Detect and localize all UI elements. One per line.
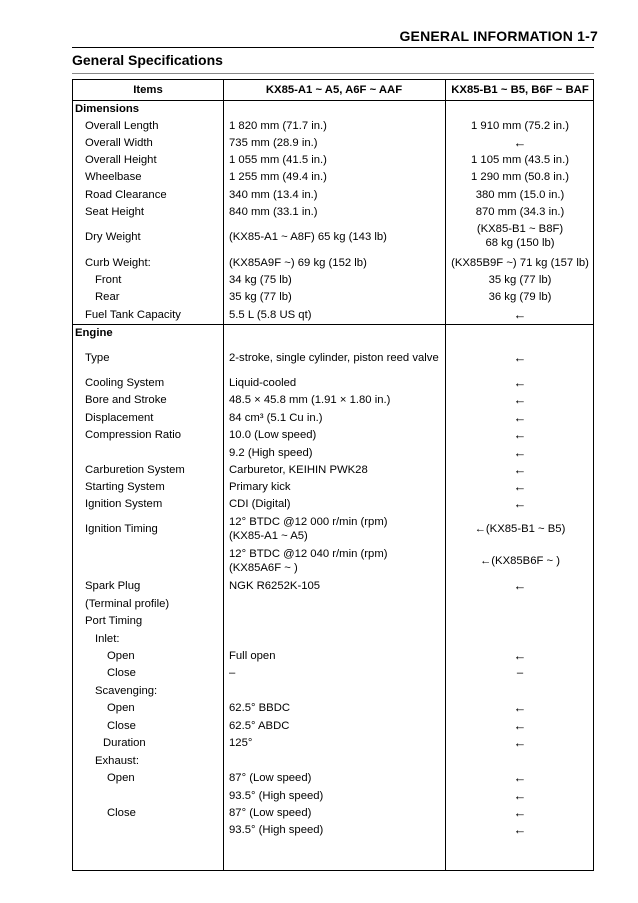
value-model-b: –	[516, 667, 524, 679]
item-label: Open	[107, 650, 135, 662]
value-model-b: (KX85-B1 ~ B8F) 68 kg (150 lb)	[476, 223, 564, 249]
value-model-b: ←(KX85-B1 ~ B5)	[474, 523, 566, 535]
item-label: Curb Weight:	[85, 257, 151, 269]
page-header: GENERAL INFORMATION 1-7	[399, 28, 598, 44]
value-model-a: 48.5 × 45.8 mm (1.91 × 1.80 in.)	[229, 394, 391, 406]
item-label: Inlet:	[95, 632, 120, 645]
item-label: Cooling System	[85, 377, 165, 389]
value-model-a	[229, 100, 447, 118]
table-row	[73, 461, 593, 479]
value-model-b: ←	[513, 445, 527, 460]
value-model-a: 35 kg (77 lb)	[229, 290, 292, 303]
table-row	[73, 391, 593, 409]
item-label	[73, 545, 223, 577]
value-model-b: 1 910 mm (75.2 in.)	[471, 120, 569, 132]
value-model-b: ←	[513, 350, 527, 365]
value-model-b: ←	[513, 135, 527, 150]
item-label: Open	[107, 702, 135, 714]
item-label: Overall Width	[85, 137, 153, 149]
value-model-a	[229, 752, 447, 769]
table-row	[73, 220, 593, 254]
value-model-b: ←	[513, 307, 527, 322]
table-row	[73, 444, 593, 462]
table-row	[73, 306, 593, 324]
item-label: Front	[95, 273, 122, 286]
value-model-a: 62.5° BBDC	[229, 702, 291, 714]
table-row	[73, 545, 593, 577]
value-model-a	[229, 682, 447, 699]
value-model-a: 840 mm (33.1 in.)	[229, 206, 318, 218]
section-rule	[72, 73, 594, 74]
value-model-a	[229, 612, 447, 630]
item-label: (Terminal profile)	[85, 597, 170, 610]
value-model-a: 2-stroke, single cylinder, piston reed valve	[229, 352, 439, 364]
table-row	[73, 478, 593, 496]
item-label: Exhaust:	[95, 754, 139, 767]
table-row	[73, 374, 593, 392]
table-row	[73, 168, 593, 186]
item-label: Bore and Stroke	[85, 394, 167, 406]
value-model-b: ←	[513, 787, 527, 803]
value-model-a: 1 055 mm (41.5 in.)	[229, 154, 327, 166]
table-row	[73, 341, 593, 375]
item-label: Dry Weight	[85, 231, 141, 243]
table-row	[73, 612, 593, 630]
value-model-a: 34 kg (75 lb)	[229, 273, 292, 286]
value-model-a: 10.0 (Low speed)	[229, 429, 317, 441]
value-model-b: 870 mm (34.3 in.)	[475, 206, 565, 218]
table-row	[73, 409, 593, 427]
table-row	[73, 647, 593, 665]
table-row	[73, 734, 593, 751]
value-model-b	[445, 100, 595, 118]
table-group-row	[73, 100, 593, 118]
value-model-a: 12° BTDC @12 000 r/min (rpm) (KX85-A1 ~ A5)	[229, 516, 388, 542]
value-model-a: –	[229, 667, 236, 679]
value-model-a: 125°	[229, 736, 253, 749]
item-label	[73, 444, 223, 462]
table-row	[73, 752, 593, 769]
table-row	[73, 699, 593, 717]
value-model-a: 9.2 (High speed)	[229, 447, 313, 459]
table-row	[73, 821, 593, 838]
item-label: Scavenging:	[95, 684, 158, 697]
value-model-b	[445, 752, 595, 769]
value-model-b: 35 kg (77 lb)	[488, 273, 552, 286]
item-label: Overall Length	[85, 120, 159, 132]
value-model-a: (KX85-A1 ~ A8F) 65 kg (143 lb)	[229, 231, 387, 243]
header-model-a: KX85-A1 ~ A5, A6F ~ AAF	[265, 84, 403, 96]
item-label: Ignition Timing	[85, 523, 158, 535]
value-model-b: ←	[513, 700, 527, 715]
table-row	[73, 288, 593, 305]
value-model-b	[445, 595, 595, 612]
value-model-a: Full open	[229, 650, 276, 662]
item-label: Close	[107, 667, 136, 679]
value-model-b: 1 290 mm (50.8 in.)	[471, 171, 569, 183]
table-row	[73, 254, 593, 272]
value-model-b: ←	[513, 462, 527, 477]
value-model-a: 84 cm³ (5.1 Cu in.)	[229, 412, 323, 424]
value-model-b: (KX85B9F ~) 71 kg (157 lb)	[451, 257, 589, 269]
table-row	[73, 717, 593, 735]
header-items: Items	[133, 84, 163, 96]
table-row	[73, 595, 593, 612]
table-row	[73, 630, 593, 647]
table-row	[73, 664, 593, 682]
value-model-b	[445, 324, 595, 342]
table-row	[73, 134, 593, 152]
value-model-a: 340 mm (13.4 in.)	[229, 189, 318, 201]
table-row	[73, 682, 593, 699]
value-model-b: ←	[513, 770, 527, 785]
table-row	[73, 769, 593, 787]
value-model-a: (KX85A9F ~) 69 kg (152 lb)	[229, 257, 367, 269]
value-model-a: 1 820 mm (71.7 in.)	[229, 120, 327, 132]
value-model-a: 93.5° (High speed)	[229, 789, 324, 802]
item-label: Displacement	[85, 412, 154, 424]
value-model-b: ←	[513, 392, 527, 407]
table-header-row	[73, 80, 593, 100]
value-model-b: ←	[513, 734, 527, 750]
table-row	[73, 203, 593, 221]
value-model-b: ←	[513, 496, 527, 511]
item-label	[73, 787, 223, 804]
value-model-a: 87° (Low speed)	[229, 772, 312, 784]
value-model-b: ←	[513, 479, 527, 494]
value-model-b: ←	[513, 410, 527, 425]
item-label: Dimensions	[75, 103, 140, 115]
value-model-a	[229, 595, 447, 612]
item-label: Ignition System	[85, 498, 163, 510]
header-rule	[72, 47, 594, 48]
table-row	[73, 787, 593, 804]
value-model-a: Carburetor, KEIHIN PWK28	[229, 464, 368, 476]
item-label: Engine	[75, 327, 113, 339]
value-model-a: Primary kick	[229, 481, 291, 493]
header-model-b: KX85-B1 ~ B5, B6F ~ BAF	[451, 84, 589, 96]
table-group-row	[73, 324, 593, 342]
specifications-table	[72, 79, 594, 871]
value-model-b: ←	[513, 648, 527, 663]
table-row	[73, 804, 593, 821]
value-model-a: 1 255 mm (49.4 in.)	[229, 171, 327, 183]
item-label: Duration	[103, 736, 146, 749]
value-model-a: NGK R6252K-105	[229, 580, 321, 592]
value-model-b: ←	[513, 375, 527, 390]
item-label: Fuel Tank Capacity	[85, 309, 181, 321]
value-model-a: 5.5 L (5.8 US qt)	[229, 309, 312, 321]
value-model-b: ←	[513, 804, 527, 820]
table-row	[73, 426, 593, 444]
value-model-a	[229, 630, 447, 647]
value-model-a: 62.5° ABDC	[229, 720, 290, 732]
item-label: Overall Height	[85, 154, 157, 166]
item-label: Rear	[95, 290, 120, 303]
value-model-a: 12° BTDC @12 040 r/min (rpm) (KX85A6F ~ )	[229, 548, 388, 574]
value-model-b: ←	[513, 821, 527, 837]
item-label: Compression Ratio	[85, 429, 182, 441]
value-model-a: CDI (Digital)	[229, 498, 291, 510]
table-row	[73, 186, 593, 204]
value-model-a	[229, 324, 447, 342]
item-label	[73, 821, 223, 838]
value-model-b: ←(KX85B6F ~ )	[479, 555, 561, 567]
value-model-a: Liquid-cooled	[229, 377, 297, 389]
table-row	[73, 513, 593, 545]
item-label: Type	[85, 352, 110, 364]
value-model-b	[445, 612, 595, 630]
value-model-b	[445, 682, 595, 699]
item-label: Seat Height	[85, 206, 145, 218]
section-title: General Specifications	[72, 52, 223, 68]
value-model-a: 93.5° (High speed)	[229, 823, 324, 836]
value-model-b: ←	[513, 427, 527, 442]
item-label: Open	[107, 772, 135, 784]
item-label: Carburetion System	[85, 464, 185, 476]
item-label: Road Clearance	[85, 189, 167, 201]
item-label: Wheelbase	[85, 171, 142, 183]
value-model-b: 1 105 mm (43.5 in.)	[471, 154, 569, 166]
item-label: Spark Plug	[85, 580, 141, 592]
value-model-b: ←	[513, 578, 527, 593]
value-model-b: 380 mm (15.0 in.)	[475, 189, 565, 201]
table-row	[73, 151, 593, 169]
value-model-b	[445, 630, 595, 647]
item-label: Port Timing	[85, 615, 143, 627]
item-label: Close	[107, 720, 136, 732]
table-row	[73, 495, 593, 513]
item-label: Starting System	[85, 481, 165, 493]
value-model-b: ←	[513, 718, 527, 733]
value-model-b: 36 kg (79 lb)	[488, 290, 552, 303]
value-model-a: 87° (Low speed)	[229, 806, 312, 819]
value-model-a: 735 mm (28.9 in.)	[229, 137, 318, 149]
table-row	[73, 271, 593, 288]
table-row	[73, 117, 593, 135]
item-label: Close	[107, 806, 136, 819]
table-row	[73, 577, 593, 595]
